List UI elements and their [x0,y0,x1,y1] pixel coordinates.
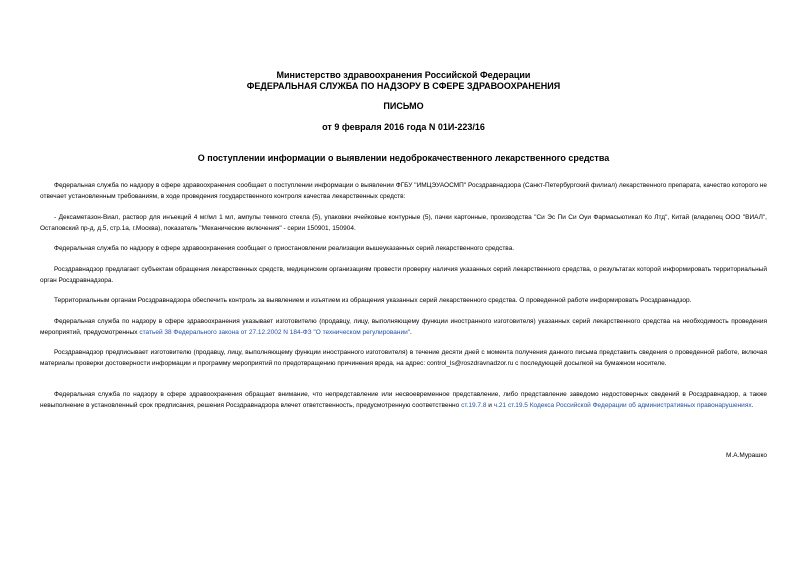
date-number-heading: от 9 февраля 2016 года N 01И-223/16 [322,122,485,132]
paragraph-territorial-bodies: Территориальным органам Росздравнадзора обеспечить контроль за выявлением и изъятием из обращения указанных серий лекарственного средства. О проведенной работе информировать Росздравнадзор. [54,297,692,304]
code-article-link[interactable]: ст.19.7.8 [461,401,487,409]
signature-name: М.А.Мурашко [725,452,767,459]
paragraph-product-details: - Дексаметазон-Виал, раствор для инъекций 4 мг/мл 1 мл, ампулы темного стекла (5), упаковки ячейковые контурные (5), пачки картонные, производства "Си Эс Пи Си Оуи Фармасьютикал Ко Лтд", Китай (владелец ООО "ВИАЛ", Остаповский пр-д, д.5, стр.1а, г.Москва), показатель "Механические включения" - серии 150901, 150904. [40,214,767,232]
paragraph-text: и [486,401,494,409]
paragraph-text: . [751,401,754,409]
paragraph-text: Федеральная служба по надзору в сфере здравоохранения обращает внимание, что непредставление или несвоевременное представление, либо представление заведомо недостоверных сведений в Росздравнадзор, а также невыполнение в установленный срок предписания, решения Росздравнадзора влечет ответственность, предусмотренную соответственно [40,391,767,409]
service-heading: ФЕДЕРАЛЬНАЯ СЛУЖБА ПО НАДЗОРУ В СФЕРЕ ЗДРАВООХРАНЕНИЯ [246,81,561,91]
paragraph-manufacturer-measures [40,317,767,338]
paragraph-check-request: Росздравнадзор предлагает субъектам обращения лекарственных средств, медицинским организациям провести проверку наличия указанных серий лекарственного средства, о результатах которой информировать территориальный орган Росздравнадзора. [40,266,767,284]
code-article-link[interactable]: ч.21 ст.19.5 Кодекса Российской Федерации об административных правонарушениях [493,401,752,409]
law-article-link[interactable]: статьей 38 Федерального закона от 27.12.2002 N 184-ФЗ "О техническом регулировании" [139,328,411,336]
ministry-heading: Министерство здравоохранения Российской Федерации [276,70,531,80]
paragraph-text: Федеральная служба по надзору в сфере здравоохранения указывает изготовителю (продавцу, лицу, выполняющему функции иностранного изготовителя) указанных серий лекарственного средства на необходимость проведения мероприятий, предусмотренных [40,318,767,336]
paragraph-text: . [410,328,412,336]
subject-heading: О поступлении информации о выявлении недоброкачественного лекарственного средства [197,153,610,163]
paragraph-detection-info: Федеральная служба по надзору в сфере здравоохранения сообщает о поступлении информации о выявлении ФГБУ "ИМЦЭУАОСМП" Росздравнадзора (Санкт-Петербургский филиал) лекарственного препарата, качество которого не отвечает установленным требованиям, в ходе проведения государственного контроля качества лекарственных средств: [40,182,767,200]
paragraph-suspension: Федеральная служба по надзору в сфере здравоохранения сообщает о приостановлении реализации вышеуказанных серий лекарственного средства. [54,245,515,252]
document-type-heading: ПИСЬМО [383,101,424,111]
paragraph-reporting-order: Росздравнадзор предписывает изготовителю (продавцу, лицу, выполняющему функции иностранного изготовителя) в течение десяти дней с момента получения данного письма представить сведения о проведенной работе, включая материалы проверки достоверности информации и программу мероприятий по предотвращению причинения вреда, на адрес: control_ls@roszdravnadzor.ru с последующей досылкой на бумажном носителе. [40,349,767,367]
paragraph-liability [40,390,767,411]
